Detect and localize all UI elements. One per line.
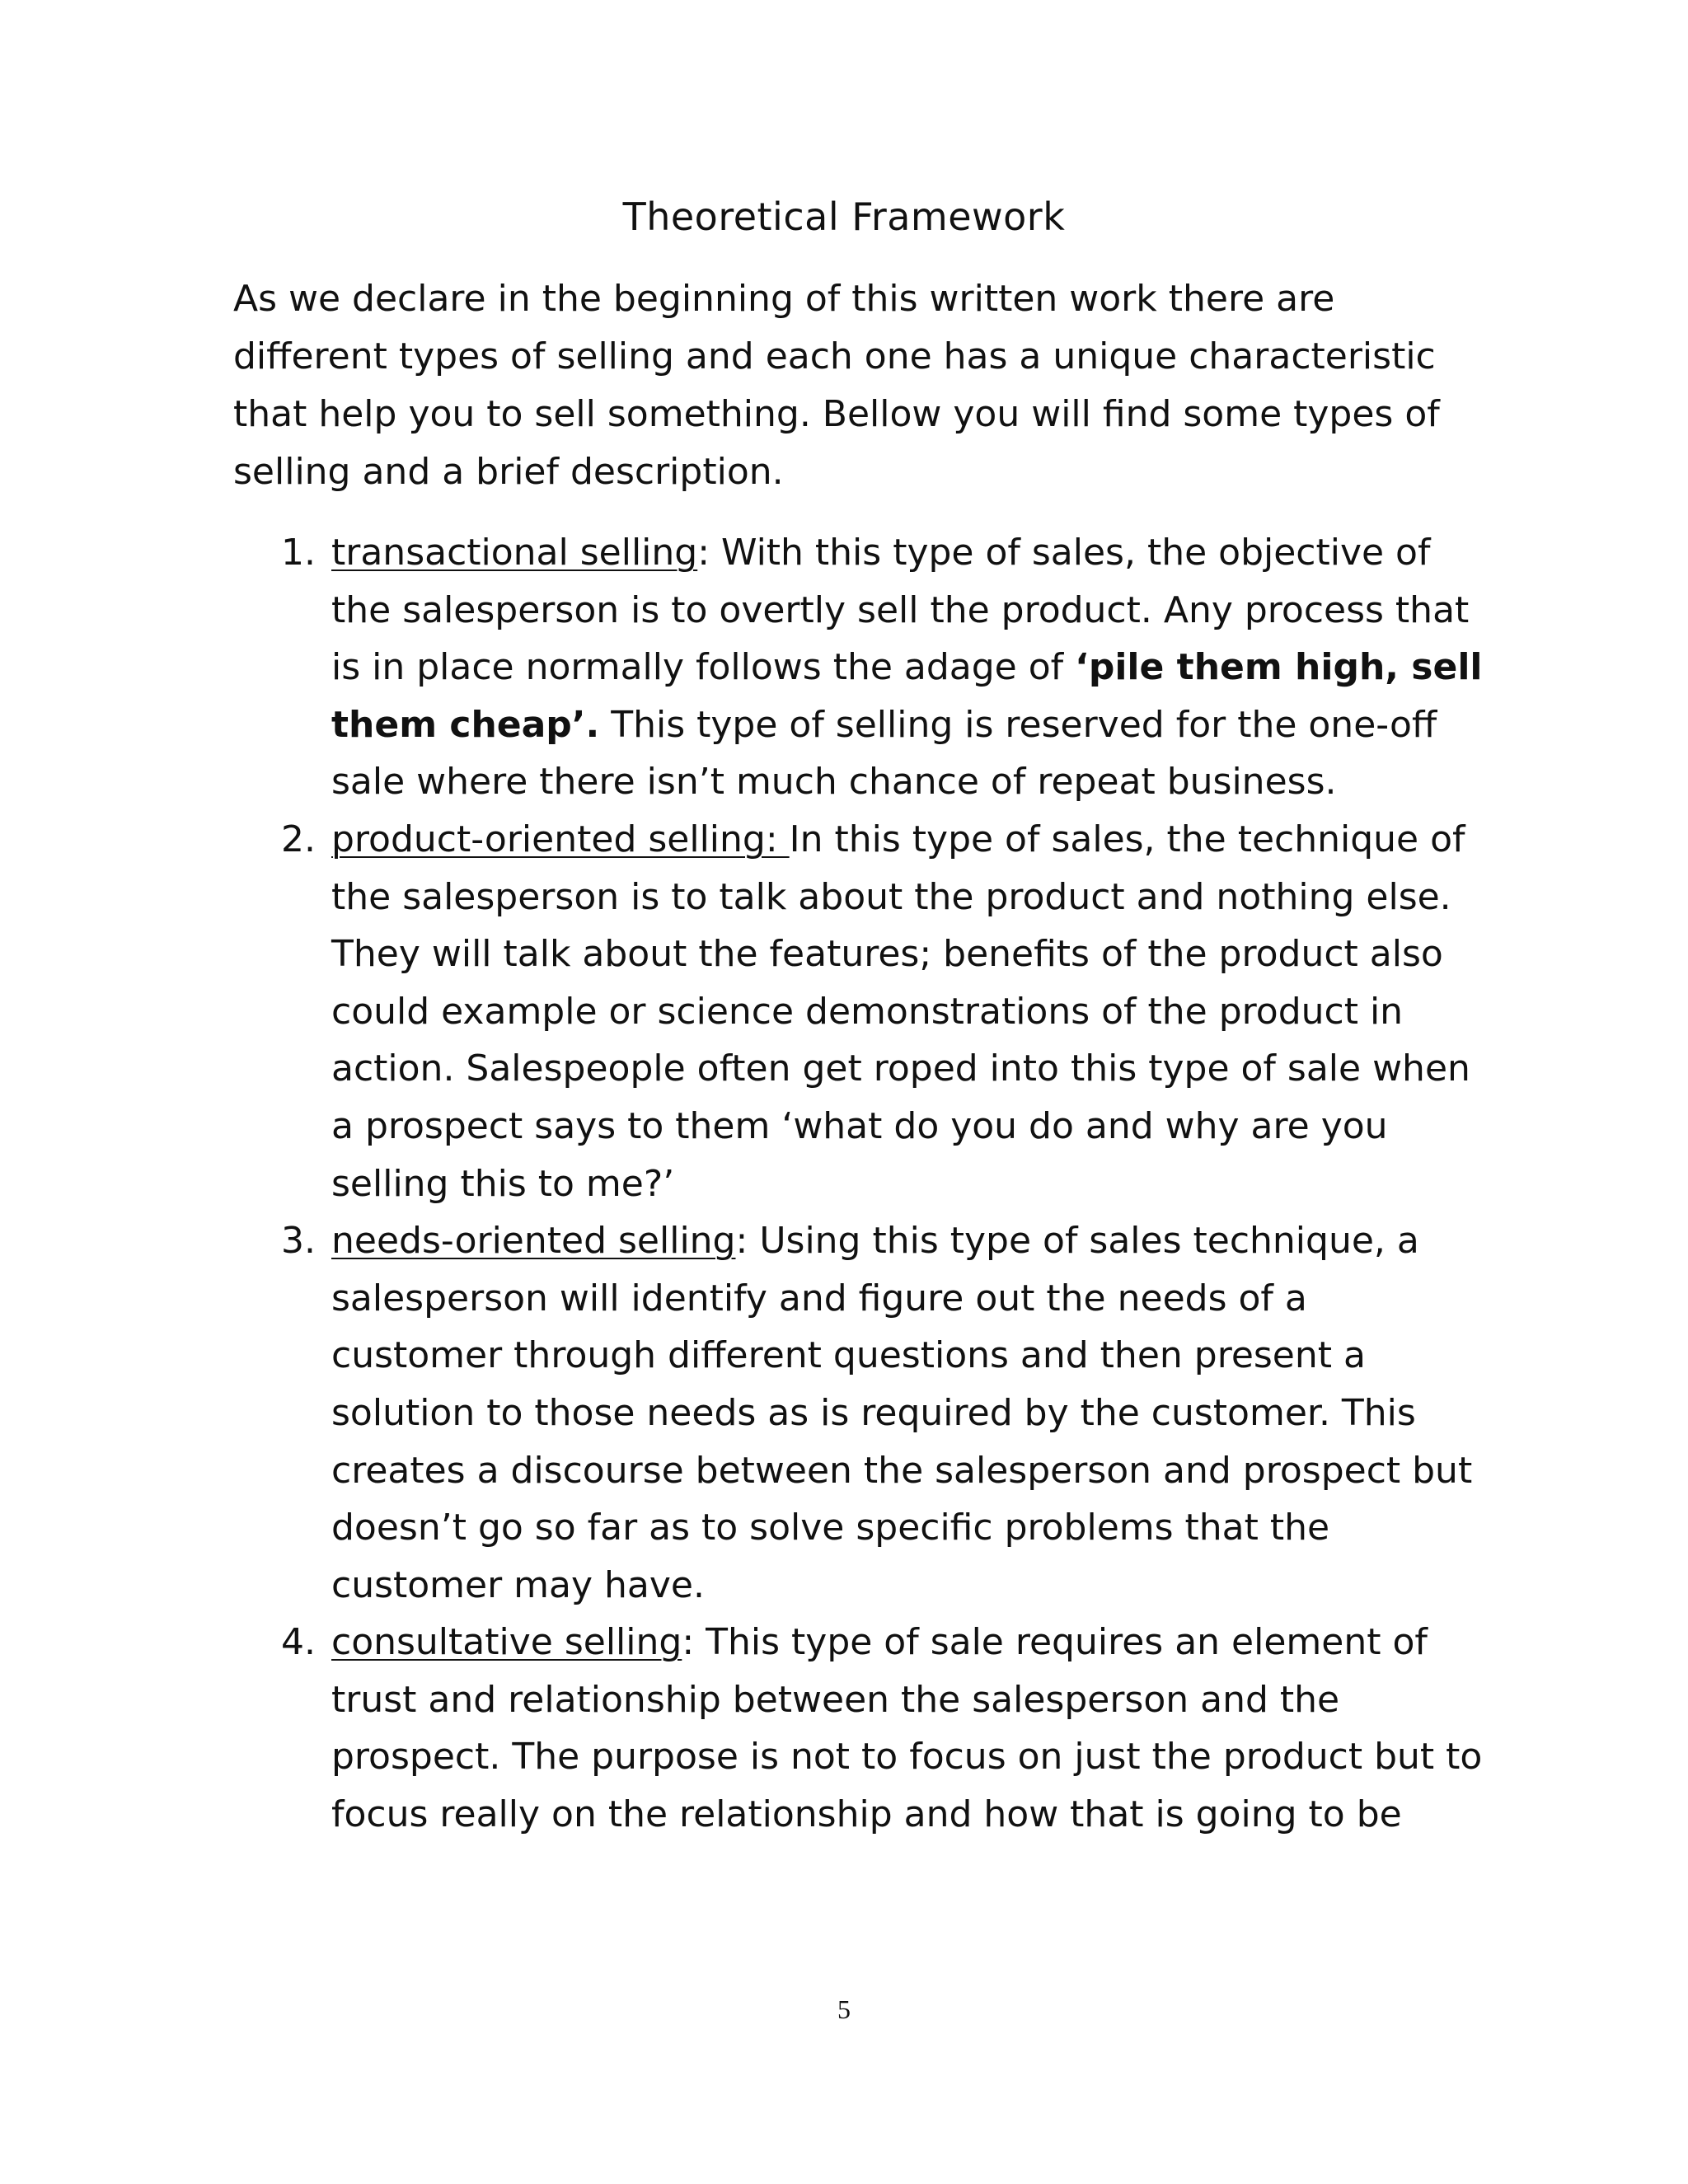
- list-item: [233, 1212, 1486, 1614]
- list-item-number: 4.: [281, 1621, 316, 1664]
- list-item-text: In this type of sales, the technique of the salesperson is to talk about the product and nothing else. They will talk about the features; benefits of the product also could example or science demonstrations of the product in action. Salespeople often get roped into this type of sale when a prospect says to them ‘what do you do and why are you selling this to me?’: [331, 818, 1470, 1205]
- list-item-term: consultative selling: [331, 1621, 682, 1664]
- list-item-colon: :: [735, 1220, 748, 1263]
- list-item-bold-quote: ‘pile them high, sell them cheap’.: [331, 646, 1483, 746]
- list-item-text: With this type of sales, the objective of the salesperson is to overtly sell the product. Any process that is in place normally follows the adage of: [331, 532, 1470, 689]
- list-item-number: 2.: [281, 818, 316, 860]
- list-item-text: Using this type of sales technique, a salesperson will identify and figure out the needs of a customer through different questions and then present a solution to those needs as is required by the customer. This creates a discourse between the salesperson and prospect but doesn’t go so far as to solve specific problems that the customer may have.: [331, 1220, 1473, 1606]
- list-item: [233, 1614, 1486, 1843]
- list-item-term: needs-oriented selling: [331, 1220, 736, 1263]
- page-title: Theoretical Framework: [622, 194, 1066, 239]
- list-item-colon: :: [682, 1621, 695, 1664]
- page-number: 5: [837, 1994, 851, 2024]
- list-item-colon: :: [697, 532, 710, 574]
- list-item-term: transactional selling: [331, 532, 698, 574]
- list-item-number: 3.: [281, 1220, 316, 1263]
- list-item: [233, 524, 1486, 811]
- selling-types-list: [233, 524, 1486, 1844]
- list-item-number: 1.: [281, 532, 316, 574]
- intro-paragraph: As we declare in the beginning of this written work there are different types of selling and each one has a unique characteristic that help you to sell something. Bellow you will find some types of selling and a brief description.: [233, 278, 1440, 493]
- list-item-term: product-oriented selling:: [331, 818, 790, 860]
- list-item-text: This type of selling is reserved for the one-off sale where there isn’t much chance of repeat business.: [331, 703, 1437, 804]
- list-item-text: This type of sale requires an element of trust and relationship between the salesperson and the prospect. The purpose is not to focus on just the product but to focus really on the relationship and how that is going to be: [331, 1621, 1483, 1836]
- list-item: [233, 811, 1486, 1212]
